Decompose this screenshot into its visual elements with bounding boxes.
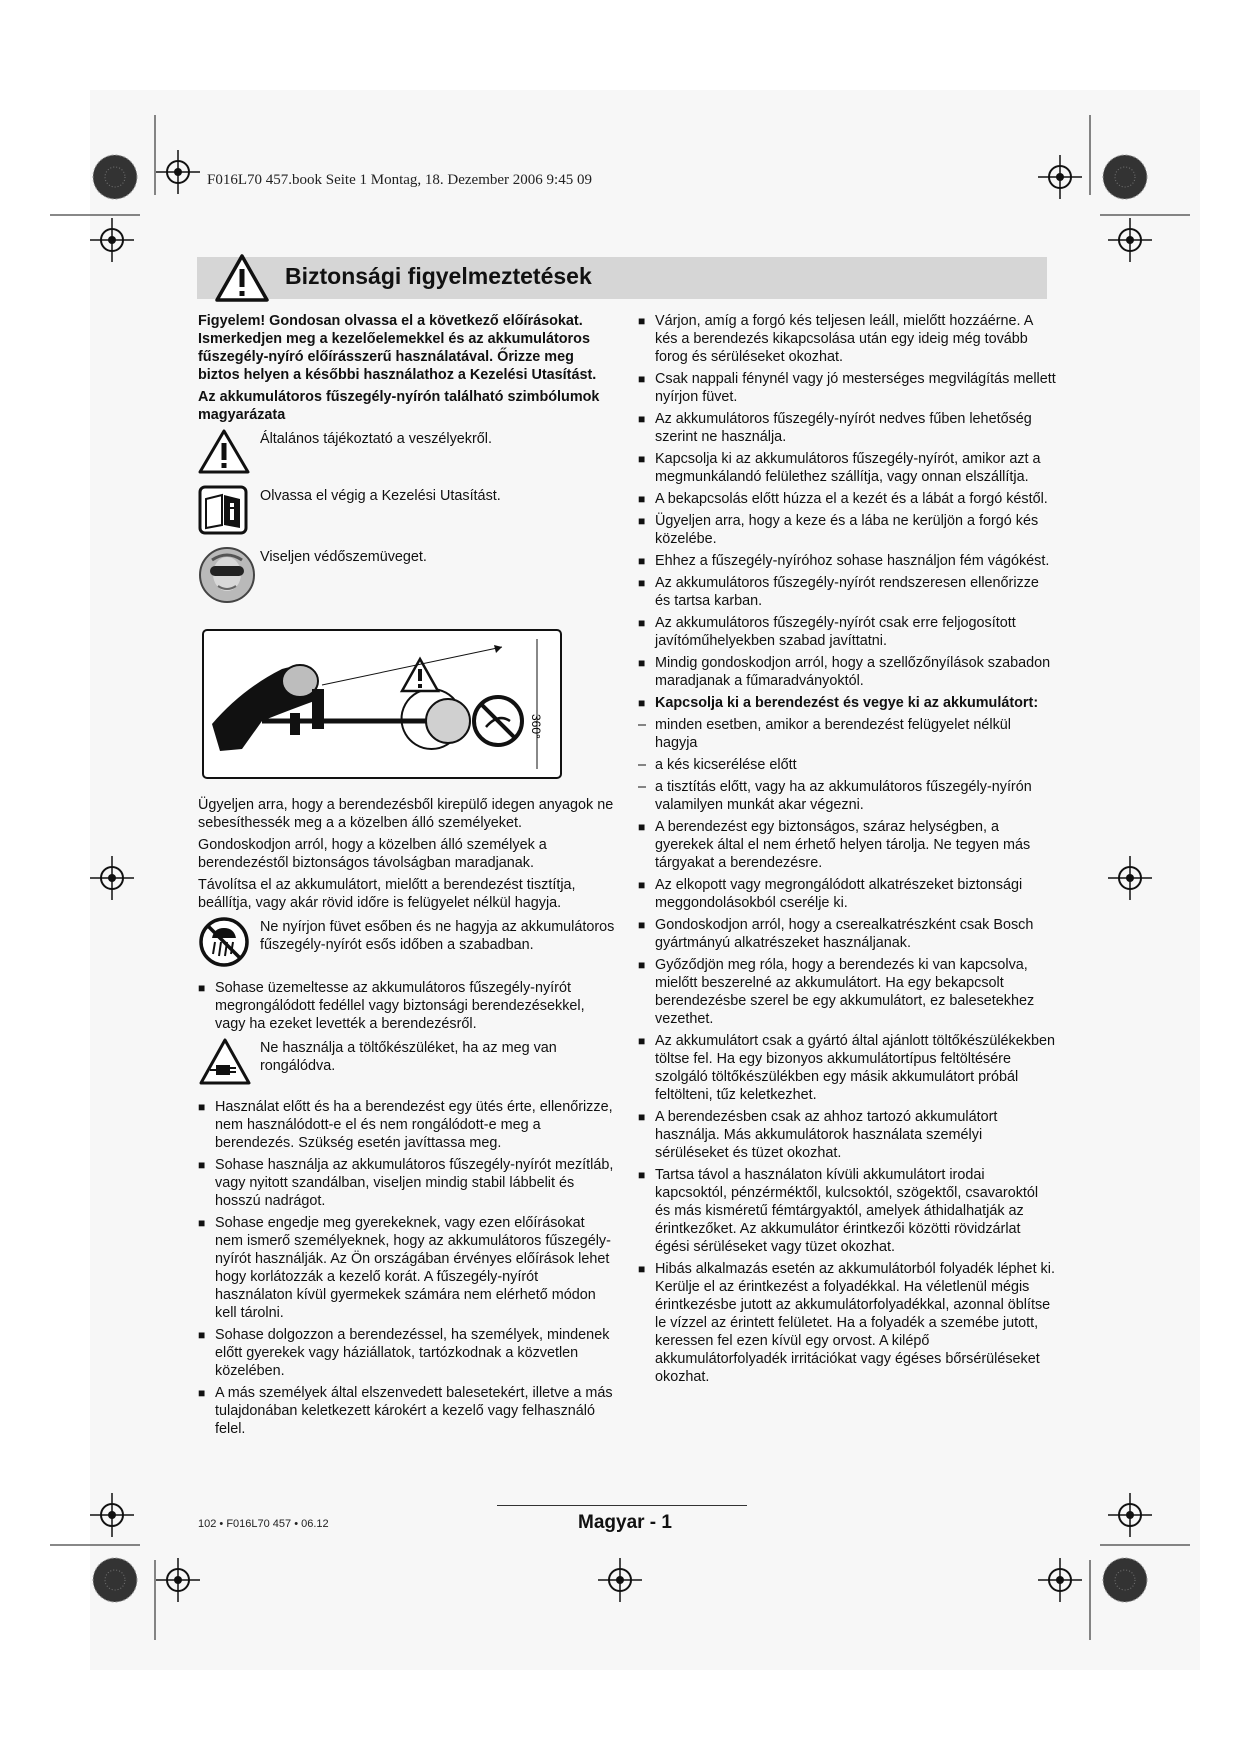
no-rain-icon [198, 916, 250, 968]
registration-cross-icon [1038, 1558, 1082, 1602]
bullet-item: ■ Ehhez a fűszegély-nyíróhoz sohase használjon fém vágókést. [638, 552, 1056, 570]
left-column [198, 312, 616, 1442]
bullet-item: ■ Tartsa távol a használaton kívüli akkumulátort irodai kapcsoktól, pénzérméktől, kulcsoktól, szögektől, csavaroktól és más kisméretű fémtárgyaktól, amelyek áthidalhatják az érintkezőket. Az akkumulátor érintkezői közötti rövidzárlat égési sérüléseket vagy tüzet okozhat. [638, 1166, 1056, 1256]
symbol-row [198, 428, 616, 479]
bullet-item: ■ Az akkumulátort csak a gyártó által ajánlott töltőkészülékekben töltse fel. Ha egy bizonyos akkumulátortípus feltöltésére szolgáló töltőkészülékben egy másik akkumulátort próbál feltölteni, tűz keletkezhet. [638, 1032, 1056, 1104]
trimmer-illustration [202, 629, 562, 779]
registration-cross-icon [598, 1558, 642, 1602]
registration-cross-icon [1108, 218, 1152, 262]
symbols-heading: Az akkumulátoros fűszegély-nyírón található szimbólumok magyarázata [198, 389, 600, 423]
footer-code: 102 • F016L70 457 • 06.12 [198, 1518, 329, 1530]
paragraph: Gondoskodjon arról, hogy a közelben álló személyek a berendezéstől biztonságos távolságban maradjanak. [198, 837, 547, 871]
warning-triangle-icon [198, 428, 250, 474]
warning-triangle-icon [215, 253, 269, 303]
bullet-item: ■ Sohase használja az akkumulátoros fűszegély-nyírót mezítláb, vagy nyitott szandálban, viseljen mindig stabil lábbelit és hosszú nadrágot. [198, 1156, 616, 1210]
right-column [638, 312, 1056, 1390]
registration-star-icon [1103, 1558, 1147, 1602]
dash-item: – minden esetben, amikor a berendezést felügyelet nélkül hagyja [638, 716, 1056, 752]
symbol-row [198, 1037, 616, 1092]
bullet-item: ■ A bekapcsolás előtt húzza el a kezét és a lábát a forgó késtől. [638, 490, 1056, 508]
bullet-item: ■ Várjon, amíg a forgó kés teljesen leáll, mielőtt hozzáérne. A kés a berendezés kikapcsolása után egy ideig még tovább forog és sérüléseket okozhat. [638, 312, 1056, 366]
paragraph: Ügyeljen arra, hogy a berendezésből kirepülő idegen anyagok ne sebesíthessék meg a a közelben álló személyeket. [198, 797, 614, 831]
symbol-charger-text: Ne használja a töltőkészüléket, ha az meg van rongálódva. [260, 1040, 557, 1074]
rotation-angle-label: 360° [529, 714, 543, 739]
registration-cross-icon [1108, 1493, 1152, 1537]
bullet-item: ■ Ügyeljen arra, hogy a keze és a lába ne kerüljön a forgó kés közelébe. [638, 512, 1056, 548]
symbol-general-hazard-text: Általános tájékoztató a veszélyekről. [260, 431, 492, 447]
symbol-row [198, 916, 616, 973]
page-number: Magyar - 1 [578, 1512, 672, 1533]
bullet-item-bold: ■ Kapcsolja ki a berendezést és vegye ki az akkumulátort: [638, 694, 1056, 712]
registration-cross-icon [1038, 155, 1082, 199]
bullet-item: ■ Kapcsolja ki az akkumulátoros fűszegély-nyírót, amikor azt a megmunkálandó felülethez szállítja, vagy onnan elszállítja. [638, 450, 1056, 486]
registration-star-icon [93, 1558, 137, 1602]
registration-cross-icon [156, 150, 200, 194]
page-title: Biztonsági figyelmeztetések [285, 263, 592, 289]
dash-item: – a tisztítás előtt, vagy ha az akkumulátoros fűszegély-nyírón valamilyen munkát akar végezni. [638, 778, 1056, 814]
symbol-goggles-text: Viseljen védőszemüveget. [260, 549, 427, 565]
dash-item: – a kés kicserélése előtt [638, 756, 1056, 774]
bullet-item: ■ Sohase engedje meg gyerekeknek, vagy ezen előírásokat nem ismerő személyeknek, hogy az akkumulátoros fűszegély-nyírót használják. Az Ön országában érvényes előírások lehet hogy korlátozzák a kezelő korát. A fűszegély-nyírót használaton kívül gyermekek számára nem elérhető módon kell tárolni. [198, 1214, 616, 1322]
bullet-item: ■ Mindig gondoskodjon arról, hogy a szellőzőnyílások szabadon maradjanak a fűmaradványoktól. [638, 654, 1056, 690]
bullet-item: ■ A berendezésben csak az ahhoz tartozó akkumulátort használja. Más akkumulátorok használata személyi sérüléseket és tüzet okozhat. [638, 1108, 1056, 1162]
bullet-item: ■ Az akkumulátoros fűszegély-nyírót csak erre feljogosított javítóműhelyekben szabad javíttatni. [638, 614, 1056, 650]
registration-cross-icon [90, 1493, 134, 1537]
registration-star-icon [1103, 155, 1147, 199]
footer-divider [497, 1505, 747, 1506]
bullet-item: ■ Sohase üzemeltesse az akkumulátoros fűszegély-nyírót megrongálódott fedéllel vagy biztonsági berendezésekkel, vagy ha ezeket levették a berendezésről. [198, 979, 616, 1033]
symbol-row [198, 546, 616, 609]
bullet-item: ■ A más személyek által elszenvedett balesetekért, illetve a más tulajdonában keletkezett károkért a kezelő vagy felhasználó felel. [198, 1384, 616, 1438]
read-manual-icon [198, 485, 248, 535]
bullet-item: ■ Hibás alkalmazás esetén az akkumulátorból folyadék léphet ki. Kerülje el az érintkezést a folyadékkal. Ha véletlenül mégis érintkezésbe jutott az akkumulátorfolyadékkal, azonnal öblítse le vízzel az érintett felületet. Ha a folyadék a szemébe jutott, keressen fel ezen kívül egy orvost. A kilépő akkumulátorfolyadék irritációkat vagy égéses bőrsérüléseket okozhat. [638, 1260, 1056, 1386]
symbol-row [198, 485, 616, 540]
registration-cross-icon [156, 1558, 200, 1602]
bullet-item: ■ Gondoskodjon arról, hogy a cserealkatrészként csak Bosch gyártmányú alkatrészeket használjanak. [638, 916, 1056, 952]
title-bar [197, 257, 1047, 299]
symbol-rain-text: Ne nyírjon füvet esőben és ne hagyja az akkumulátoros fűszegély-nyírót esős időben a szabadban. [260, 919, 615, 953]
bullet-item: ■ Az elkopott vagy megrongálódott alkatrészeket biztonsági meggondolásokból cserélje ki. [638, 876, 1056, 912]
paragraph: Távolítsa el az akkumulátort, mielőtt a berendezést tisztítja, beállítja, vagy akár rövid időre is felügyelet nélkül hagyja. [198, 877, 576, 911]
intro-paragraph: Figyelem! Gondosan olvassa el a következő előírásokat. Ismerkedjen meg a kezelőelemekkel és az akkumulátoros fűszegély-nyíró előírásszerű használatával. Őrizze meg biztos helyen a későbbi használathoz a Kezelési Utasítást. [198, 313, 597, 383]
bullet-item: ■ Sohase dolgozzon a berendezéssel, ha személyek, mindenek előtt gyerekek vagy háziállatok, tartózkodnak a közvetlen közelében. [198, 1326, 616, 1380]
bullet-item: ■ Győződjön meg róla, hogy a berendezés ki van kapcsolva, mielőtt beszerelné az akkumulátort. Ha egy bekapcsolt berendezésbe szerel be egy akkumulátort, ez balesetekhez vezethet. [638, 956, 1056, 1028]
damaged-charger-icon [198, 1037, 252, 1087]
book-header-line: F016L70 457.book Seite 1 Montag, 18. Dezember 2006 9:45 09 [207, 172, 592, 188]
symbol-read-manual-text: Olvassa el végig a Kezelési Utasítást. [260, 488, 501, 504]
bullet-item: ■ Az akkumulátoros fűszegély-nyírót rendszeresen ellenőrizze és tartsa karban. [638, 574, 1056, 610]
bullet-item: ■ Csak nappali fénynél vagy jó mesterséges megvilágítás mellett nyírjon füvet. [638, 370, 1056, 406]
registration-star-icon [93, 155, 137, 199]
registration-cross-icon [90, 856, 134, 900]
bullet-item: ■ Az akkumulátoros fűszegély-nyírót nedves fűben lehetőség szerint ne használja. [638, 410, 1056, 446]
registration-cross-icon [1108, 856, 1152, 900]
bullet-item: ■ A berendezést egy biztonságos, száraz helységben, a gyerekek által el nem érhető helyen tárolja. Ne tegyen más tárgyakat a berendezésre. [638, 818, 1056, 872]
registration-cross-icon [90, 218, 134, 262]
bullet-item: ■ Használat előtt és ha a berendezést egy ütés érte, ellenőrizze, nem használódott-e el és nem rongálódott-e meg a berendezés. Szükség esetén javíttassa meg. [198, 1098, 616, 1152]
safety-goggles-icon [198, 546, 256, 604]
